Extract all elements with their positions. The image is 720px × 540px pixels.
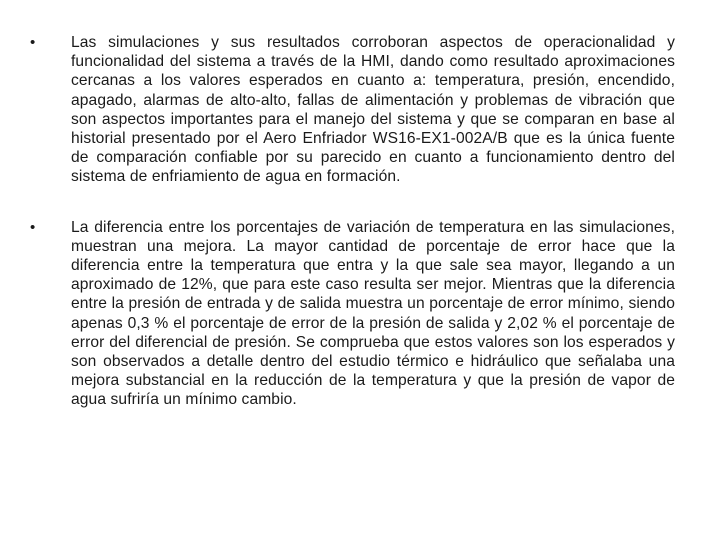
- bullet-icon: •: [30, 218, 36, 236]
- bullet-text: La diferencia entre los porcentajes de variación de temperatura en las simulaciones, muestran una mejora. La mayor cantidad de porcentaje de error hace que la diferencia entre la temperatura que entra y la que sale sea mayor, llegando a un aproximado de 12%, que para este caso resulta ser mejor. Mientras que la diferencia entre la presión de entrada y de salida muestra un porcentaje de error mínimo, siendo apenas 0,3 % el porcentaje de error de la presión de salida y 2,02 % el porcentaje de error del diferencial de presión. Se comprueba que estos valores son los esperados y son observados a detalle dentro del estudio térmico e hidráulico que señalaba una mejora substancial en la reducción de la temperatura y que la presión de vapor de agua sufriría un mínimo cambio.: [71, 218, 675, 409]
- bullet-list: [30, 33, 675, 410]
- bullet-item-diferencia: [30, 218, 675, 410]
- bullet-item-simulaciones: [30, 33, 675, 187]
- bullet-text: Las simulaciones y sus resultados corroboran aspectos de operacionalidad y funcionalidad del sistema a través de la HMI, dando como resultado aproximaciones cercanas a los valores esperados en cuanto a: temperatura, presión, encendido, apagado, alarmas de alto-alto, fallas de alimentación y problemas de vibración que son aspectos importantes para el manejo del sistema y que se comparan en base al historial presentado por el Aero Enfriador WS16-EX1-002A/B que es la única fuente de comparación confiable por su parecido en cuanto a funcionamiento dentro del sistema de enfriamiento de agua en formación.: [71, 34, 675, 186]
- bullet-icon: •: [30, 34, 36, 51]
